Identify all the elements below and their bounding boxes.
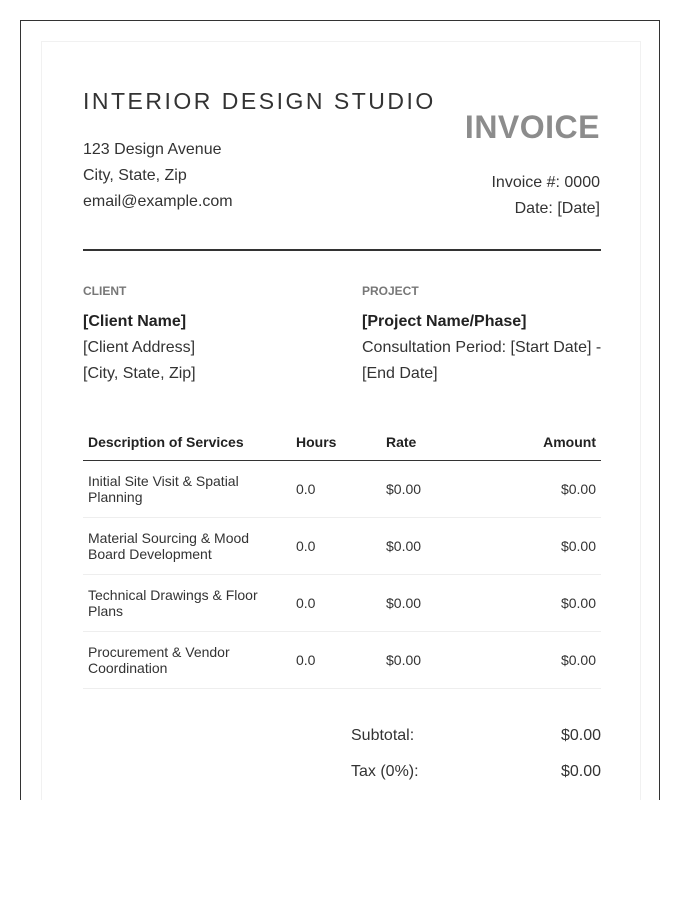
service-rate: $0.00	[381, 632, 491, 689]
invoice-meta	[491, 170, 600, 222]
totals-block	[351, 718, 601, 800]
project-period: Consultation Period: [Start Date] - [End Date]	[362, 339, 602, 382]
company-address-line1: 123 Design Avenue	[83, 141, 222, 158]
service-amount: $0.00	[491, 518, 601, 575]
invoice-number: Invoice #: 0000	[491, 174, 600, 191]
subtotal-row	[351, 718, 601, 754]
table-row	[83, 461, 601, 518]
service-hours: 0.0	[291, 575, 381, 632]
service-description: Technical Drawings & Floor Plans	[83, 575, 291, 632]
client-city: [City, State, Zip]	[83, 365, 196, 382]
project-name: [Project Name/Phase]	[362, 313, 527, 330]
table-row	[83, 632, 601, 689]
company-address	[83, 137, 233, 215]
tax-row	[351, 754, 601, 790]
service-rate: $0.00	[381, 461, 491, 518]
invoice-date: Date: [Date]	[514, 200, 600, 217]
table-row	[83, 575, 601, 632]
service-rate: $0.00	[381, 575, 491, 632]
service-hours: 0.0	[291, 518, 381, 575]
invoice-title: INVOICE	[464, 109, 600, 145]
subtotal-value: $0.00	[560, 727, 601, 744]
tax-label: Tax (0%):	[351, 763, 419, 780]
company-email: email@example.com	[83, 193, 233, 210]
project-block	[362, 283, 612, 387]
document-frame	[20, 20, 660, 800]
company-name: INTERIOR DESIGN STUDIO	[83, 88, 436, 114]
header-rate: Rate	[381, 423, 491, 461]
tax-value: $0.00	[560, 763, 601, 780]
service-amount: $0.00	[491, 632, 601, 689]
header-divider	[83, 249, 601, 251]
service-hours: 0.0	[291, 632, 381, 689]
header-amount: Amount	[491, 423, 601, 461]
client-address: [Client Address]	[83, 339, 196, 356]
client-name: [Client Name]	[83, 313, 187, 330]
client-block	[83, 283, 343, 387]
header-description: Description of Services	[83, 423, 291, 461]
services-table	[83, 423, 601, 689]
subtotal-label: Subtotal:	[351, 727, 415, 744]
table-row	[83, 518, 601, 575]
client-label: CLIENT	[83, 284, 127, 298]
project-label: PROJECT	[362, 284, 419, 298]
service-description: Initial Site Visit & Spatial Planning	[83, 461, 291, 518]
service-description: Material Sourcing & Mood Board Development	[83, 518, 291, 575]
service-amount: $0.00	[491, 575, 601, 632]
company-address-line2: City, State, Zip	[83, 167, 187, 184]
service-rate: $0.00	[381, 518, 491, 575]
service-hours: 0.0	[291, 461, 381, 518]
header-hours: Hours	[291, 423, 381, 461]
invoice-page	[41, 41, 641, 800]
table-header-row	[83, 423, 601, 461]
service-description: Procurement & Vendor Coordination	[83, 632, 291, 689]
service-amount: $0.00	[491, 461, 601, 518]
